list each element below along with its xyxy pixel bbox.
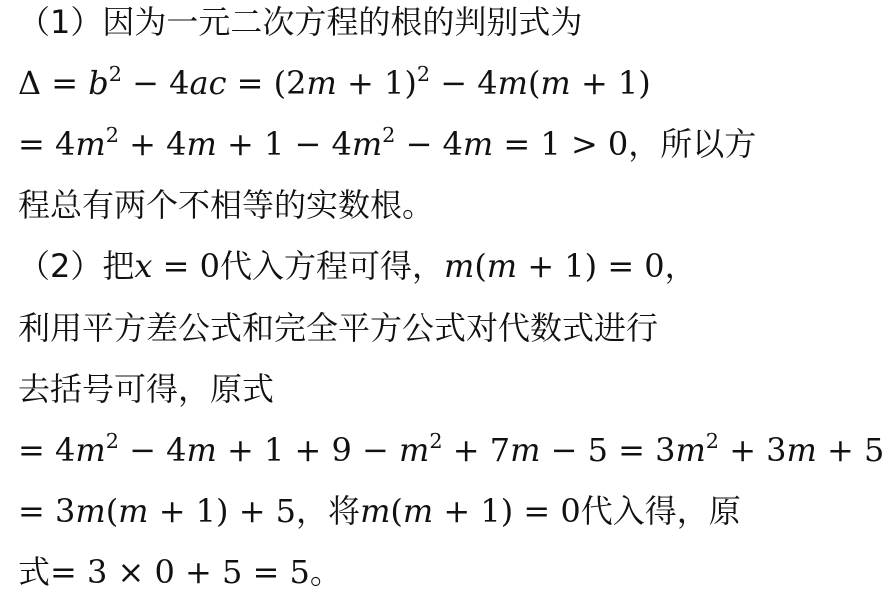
simplification-line <box>18 430 884 470</box>
cjk-text: 将 <box>328 492 361 530</box>
part1-intro-text: 因为一元二次方程的根的判别式为 <box>102 3 583 41</box>
math-text: ( <box>390 492 403 530</box>
exponent: 2 <box>105 429 119 454</box>
part2-intro-line <box>18 246 697 286</box>
var-m: m <box>186 431 217 469</box>
var-m: m <box>398 431 430 469</box>
var-m: m <box>351 125 383 163</box>
exponent: 2 <box>382 123 396 148</box>
var-m: m <box>497 64 528 102</box>
math-text: = 3 <box>18 492 76 530</box>
math-text: + 1) = 0， <box>517 247 697 285</box>
math-text: + 5 <box>816 431 884 469</box>
math-text: ( <box>527 64 541 102</box>
var-m: m <box>118 492 149 530</box>
var-a: a <box>189 64 209 102</box>
final-expression: = 3 × 0 + 5 = 5。 <box>50 553 342 591</box>
final-answer-line <box>18 552 342 592</box>
math-text: = 4 <box>18 431 76 469</box>
factor-line <box>18 491 741 531</box>
math-text: = (2 <box>226 64 307 102</box>
exponent: 2 <box>705 429 720 454</box>
var-m: m <box>462 125 494 163</box>
var-b: b <box>88 64 109 102</box>
math-text: ( <box>474 247 487 285</box>
delta-symbol: Δ <box>18 64 42 102</box>
exponent: 2 <box>105 123 119 148</box>
expansion-line <box>18 124 756 164</box>
var-m: m <box>75 125 106 163</box>
var-m: m <box>75 492 106 530</box>
var-c: c <box>208 64 227 102</box>
var-m: m <box>306 64 337 102</box>
cjk-text: 代入方程可得， <box>219 247 444 285</box>
var-m: m <box>360 492 391 530</box>
math-text: − 5 = 3 <box>540 431 676 469</box>
exponent: 2 <box>416 62 431 87</box>
method-line: 利用平方差公式和完全平方公式对代数式进行 <box>18 309 659 347</box>
math-text: − 4 <box>118 431 187 469</box>
math-text: + 7 <box>442 431 511 469</box>
math-text: = 4 <box>18 125 76 163</box>
math-text: ( <box>105 492 119 530</box>
cjk-text: 所以方 <box>660 125 757 163</box>
equals-sign: = <box>41 64 89 102</box>
discriminant-line <box>18 63 651 103</box>
math-text: + 1 − 4 <box>216 125 352 163</box>
math-text: + 3 <box>719 431 787 469</box>
var-m: m <box>540 64 571 102</box>
var-m: m <box>486 247 518 285</box>
math-text: = 0 <box>152 247 220 285</box>
math-text: + 4 <box>118 125 187 163</box>
math-text: + 1) <box>570 64 651 102</box>
math-text: + 1) <box>336 64 417 102</box>
part1-intro-line <box>18 2 582 42</box>
var-x: x <box>134 247 153 285</box>
conclusion-line: 程总有两个不相等的实数根。 <box>18 186 435 224</box>
math-text: = 1 > 0， <box>493 125 661 163</box>
var-m: m <box>675 431 706 469</box>
cjk-text: 把 <box>102 247 135 285</box>
var-m: m <box>443 247 475 285</box>
method-line-2: 去括号可得，原式 <box>18 370 275 408</box>
math-text: − 4 <box>430 64 498 102</box>
math-text: − 4 <box>395 125 463 163</box>
exponent: 2 <box>108 62 122 87</box>
exponent: 2 <box>429 429 443 454</box>
part1-label: （1） <box>18 3 103 41</box>
var-m: m <box>510 431 541 469</box>
cjk-text: 式 <box>18 553 51 591</box>
math-text: + 1) + 5， <box>148 492 329 530</box>
math-text: + 1 + 9 − <box>216 431 399 469</box>
math-text: − 4 <box>121 64 190 102</box>
var-m: m <box>786 431 817 469</box>
cjk-text: 代入得，原 <box>580 492 741 530</box>
var-m: m <box>75 431 106 469</box>
var-m: m <box>402 492 434 530</box>
part2-label: （2） <box>18 247 103 285</box>
math-text: + 1) = 0 <box>433 492 581 530</box>
var-m: m <box>186 125 217 163</box>
